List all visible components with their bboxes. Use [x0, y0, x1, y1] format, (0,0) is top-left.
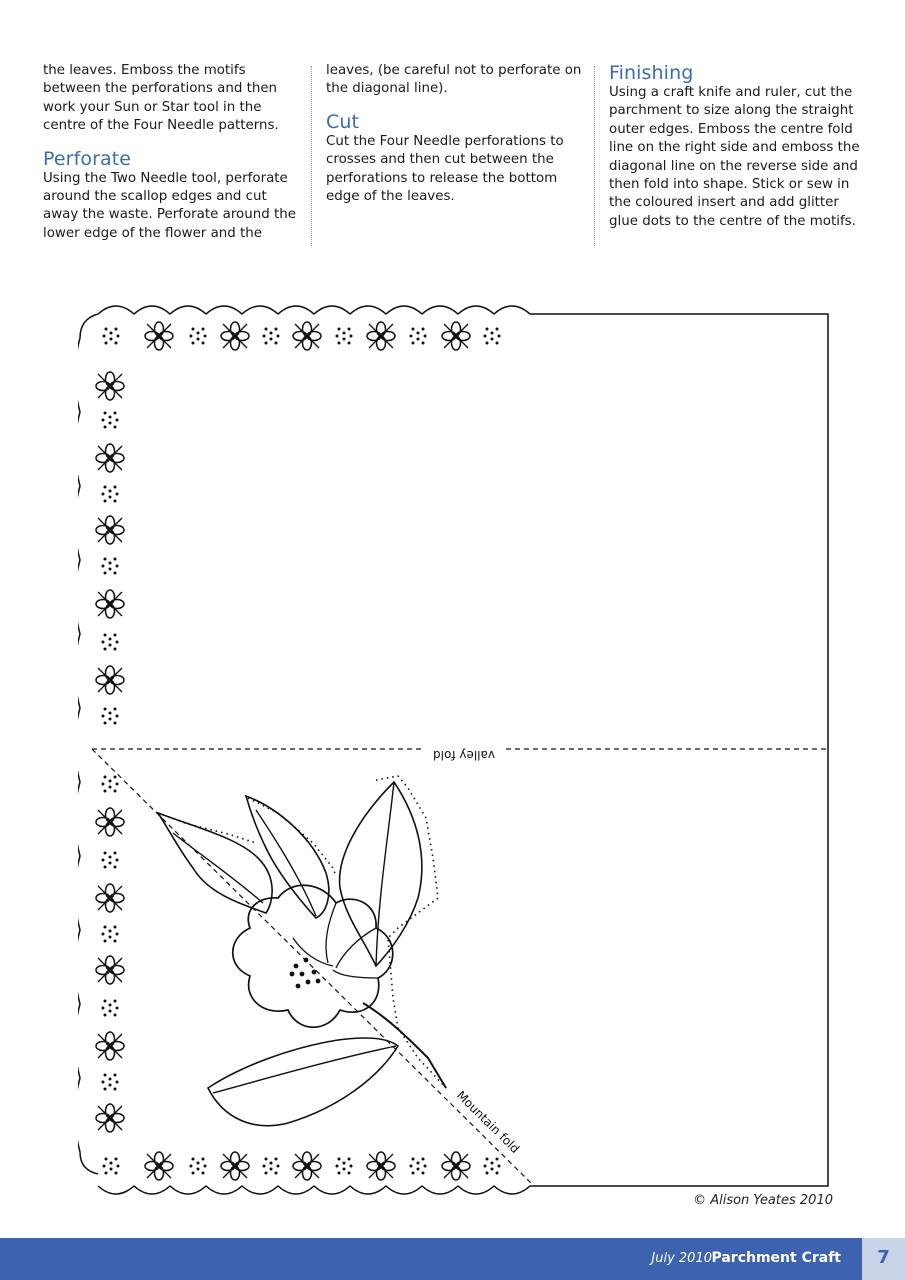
pattern-drawing — [78, 298, 832, 1204]
text-column-3 — [609, 62, 871, 231]
column-1-intro: the leaves. Emboss the motifs between the perforations and then work your Sun or Star tool in the centre of the Four Needle patterns. — [43, 63, 279, 134]
heading-finishing: Finishing — [609, 62, 694, 84]
parchment-pattern — [78, 298, 832, 1204]
column-2-intro: leaves, (be careful not to perforate on the diagonal line). — [326, 63, 582, 97]
valley-fold-label: valley fold — [433, 748, 495, 762]
issue-date: July 2010 — [651, 1251, 712, 1266]
heading-cut: Cut — [326, 110, 360, 133]
column-2-body: Cut the Four Needle perforations to crosses and then cut between the perforations to release the bottom edge of the leaves. — [326, 133, 564, 205]
magazine-title: Parchment Craft — [711, 1250, 841, 1266]
heading-perforate: Perforate — [43, 147, 132, 170]
column-1-body: Using the Two Needle tool, perforate around the scallop edges and cut away the waste. Perforate around the lower edge of the flower and the — [43, 170, 296, 241]
copyright-text: © Alison Yeates 2010 — [693, 1193, 833, 1208]
text-column-2 — [326, 62, 588, 206]
page-number: 7 — [877, 1247, 890, 1268]
column-3-body: Using a craft knife and ruler, cut the parchment to size along the straight outer edges. Emboss the centre fold line on the right side and emboss the diagonal line on the reverse side and then fold into shape. Stick or sew in the coloured insert and add glitter glue dots to the centre of the motifs. — [609, 85, 860, 229]
page-footer — [0, 1238, 905, 1280]
column-divider — [311, 66, 312, 246]
mountain-fold-label: Mountain fold — [453, 1088, 523, 1156]
column-divider — [594, 66, 595, 246]
text-column-1 — [43, 62, 305, 243]
